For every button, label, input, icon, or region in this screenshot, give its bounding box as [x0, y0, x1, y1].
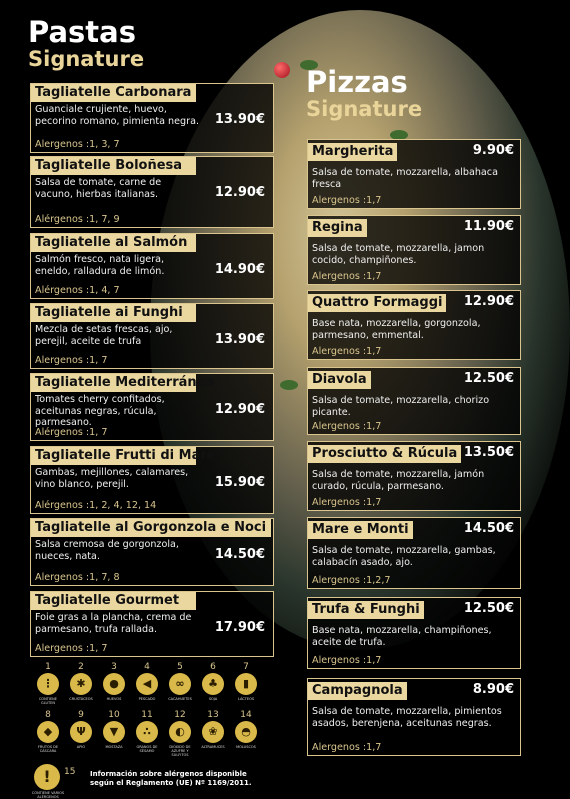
- allergen-label: PESCADO: [138, 697, 156, 701]
- dish-name: Diavola: [308, 371, 371, 389]
- pizza-card-regina[interactable]: [307, 215, 521, 285]
- nut-icon: ◆: [37, 721, 59, 743]
- dish-price: 12.90€: [214, 402, 265, 417]
- pizzas-title: [306, 65, 423, 121]
- dish-price: 11.90€: [463, 219, 514, 234]
- dish-allergens: Alergenos :1, 7, 8: [35, 572, 120, 583]
- dish-description: Base nata, mozzarella, gorgonzola, parmesano, emmental.: [312, 318, 481, 341]
- allergen-14: [232, 710, 260, 749]
- dish-name: Tagliatelle ai Funghi: [31, 304, 196, 322]
- dish-description: Salsa de tomate, mozzarella, gambas, calabacín asado, ajo.: [312, 545, 496, 568]
- dish-price: 9.90€: [472, 143, 514, 158]
- dish-price: 12.90€: [214, 185, 265, 200]
- dish-allergens: Alergenos :1,7: [312, 655, 382, 666]
- pasta-card-bolonesa[interactable]: [30, 156, 274, 228]
- dish-description: Salsa cremosa de gorgonzola, nueces, nata.: [35, 539, 179, 562]
- pasta-card-mediterranea[interactable]: [30, 373, 274, 441]
- allergen-label: CRUSTÁCEOS: [69, 697, 93, 701]
- pastas-title-line2: Signature: [28, 47, 145, 71]
- allergen-label: SOJA: [208, 697, 218, 701]
- allergen-label: DIÓXIDO DE AZUFRE Y SULFITOS: [169, 745, 191, 757]
- dish-allergens: Alergenos :1,7: [312, 742, 382, 753]
- allergen-number: 7: [243, 662, 249, 672]
- allergen-label: HUEVOS: [106, 697, 122, 701]
- allergen-8: [34, 710, 62, 753]
- allergen-number: 8: [45, 710, 51, 720]
- mustard-icon: ▼: [103, 721, 125, 743]
- dish-description: Salsa de tomate, mozzarella, jamón curado, rúcula, parmesano.: [312, 469, 485, 492]
- allergen-5: [166, 662, 194, 701]
- peanut-icon: ∞: [169, 673, 191, 695]
- pizza-card-margherita[interactable]: [307, 139, 521, 209]
- pasta-card-carbonara[interactable]: [30, 83, 274, 153]
- dish-price: 12.50€: [463, 371, 514, 386]
- allergen-label: MOLUSCOS: [236, 745, 256, 749]
- allergen-label: GRANOS DE SÉSAMO: [136, 745, 158, 753]
- dish-name: Tagliatelle Gourmet: [31, 592, 196, 610]
- allergen-12: [166, 710, 194, 757]
- dish-price: 12.90€: [463, 294, 514, 309]
- dish-description: Salsa de tomate, mozzarella, albahaca fresca: [312, 167, 498, 190]
- dish-price: 8.90€: [472, 682, 514, 697]
- allergen-label: LÁCTEOS: [237, 697, 255, 701]
- allergen-number: 10: [108, 710, 120, 720]
- dish-allergens: Alergenos :1,7: [312, 195, 382, 206]
- allergen-1: [34, 662, 62, 705]
- dish-name: Tagliatelle al Gorgonzola e Noci: [31, 519, 271, 537]
- dish-allergens: Alérgenos :1, 2, 4, 12, 14: [35, 500, 157, 511]
- dish-price: 14.50€: [214, 547, 265, 562]
- dish-price: 13.50€: [463, 445, 514, 460]
- dish-price: 12.50€: [463, 601, 514, 616]
- dish-price: 13.90€: [214, 332, 265, 347]
- allergen-number: 5: [177, 662, 183, 672]
- allergen-label: ALTRAMUCES: [201, 745, 225, 749]
- dish-description: Guanciale crujiente, huevo, pecorino romano, pimienta negra.: [35, 104, 200, 127]
- dish-name: Tagliatelle Mediterránea: [31, 374, 196, 392]
- dish-name: Quattro Formaggi: [308, 294, 446, 312]
- allergen-7: [232, 662, 260, 701]
- allergen-13: [199, 710, 227, 749]
- dish-name: Prosciutto & Rúcula: [308, 445, 461, 463]
- allergen-label: APIO: [76, 745, 86, 749]
- allergen-9: [67, 710, 95, 749]
- dish-description: Tomates cherry confitados, aceitunas negras, rúcula, parmesano.: [35, 394, 165, 428]
- dish-allergens: Alergenos :1, 7: [35, 643, 108, 654]
- dish-description: Foie gras a la plancha, crema de parmesano, trufa rallada.: [35, 612, 192, 635]
- allergen-number: 13: [207, 710, 219, 720]
- dish-allergens: Alergenos :1,7: [312, 497, 382, 508]
- pasta-card-frutti-di-mare[interactable]: [30, 446, 274, 514]
- dish-description: Gambas, mejillones, calamares, vino blanco, perejil.: [35, 467, 189, 490]
- milk-icon: ▮: [235, 673, 257, 695]
- herb-garnish: [280, 380, 298, 390]
- celery-icon: Ψ: [70, 721, 92, 743]
- allergen-label: CACAHUETES: [168, 697, 192, 701]
- dish-price: 15.90€: [214, 475, 265, 490]
- dish-allergens: Alergenos :1,7: [312, 271, 382, 282]
- allergen-15-label: CONTIENE VARIOS ALÉRGENOS: [31, 791, 65, 799]
- dish-price: 17.90€: [214, 620, 265, 635]
- dish-name: Campagnola: [308, 682, 407, 700]
- allergen-4: [133, 662, 161, 701]
- dish-description: Salsa de tomate, mozzarella, chorizo picante.: [312, 395, 490, 418]
- dish-name: Tagliatelle al Salmón: [31, 234, 196, 252]
- pasta-card-funghi[interactable]: [30, 303, 274, 369]
- dish-description: Salmón fresco, nata ligera, eneldo, ralladura de limón.: [35, 254, 165, 277]
- allergen-number: 3: [111, 662, 117, 672]
- dish-description: Mezcla de setas frescas, ajo, perejil, aceite de trufa: [35, 324, 173, 347]
- pizza-card-campagnola[interactable]: [307, 678, 521, 756]
- allergen-note-line2: según el Reglamento (UE) Nº 1169/2011.: [90, 779, 252, 787]
- dish-allergens: Alérgenos :1, 4, 7: [35, 285, 120, 296]
- dish-allergens: Alergenos :1,7: [312, 421, 382, 432]
- pizza-card-diavola[interactable]: [307, 367, 521, 435]
- fish-icon: ◀: [136, 673, 158, 695]
- dish-allergens: Alergenos :1,7: [312, 346, 382, 357]
- allergen-number: 11: [141, 710, 153, 720]
- allergen-6: [199, 662, 227, 701]
- soy-icon: ♣: [202, 673, 224, 695]
- dish-name: Trufa & Funghi: [308, 601, 424, 619]
- dish-description: Salsa de tomate, mozzarella, pimientos asados, berenjena, aceitunas negras.: [312, 706, 502, 729]
- dish-price: 14.90€: [214, 262, 265, 277]
- allergen-2: [67, 662, 95, 701]
- pizza-card-prosciutto-rucula[interactable]: [307, 441, 521, 511]
- dish-allergens: Alergenos :1, 3, 7: [35, 139, 120, 150]
- sesame-icon: ∴: [136, 721, 158, 743]
- dish-allergens: Alérgenos :1, 7, 9: [35, 214, 120, 225]
- allergen-10: [100, 710, 128, 749]
- allergen-number: 14: [240, 710, 252, 720]
- pasta-card-gorgonzola[interactable]: [30, 518, 274, 586]
- wheat-icon: ⋮: [37, 673, 59, 695]
- egg-icon: ●: [103, 673, 125, 695]
- pasta-card-gourmet[interactable]: [30, 591, 274, 657]
- allergen-number: 2: [78, 662, 84, 672]
- dish-name: Mare e Monti: [308, 521, 413, 539]
- dish-name: Tagliatelle Frutti di Mare: [31, 447, 196, 465]
- allergen-number: 12: [174, 710, 186, 720]
- allergen-15-number: 15: [64, 767, 76, 777]
- dish-description: Salsa de tomate, mozzarella, jamon cocido, champiñones.: [312, 243, 485, 266]
- pizza-card-trufa-funghi[interactable]: [307, 597, 521, 669]
- allergen-number: 1: [45, 662, 51, 672]
- pizza-card-mare-e-monti[interactable]: [307, 517, 521, 589]
- dish-price: 14.50€: [463, 521, 514, 536]
- allergen-label: CONTIENE GLUTEN: [38, 697, 58, 705]
- dish-allergens: Alergenos :1,2,7: [312, 575, 391, 586]
- pizza-card-quattro-formaggi[interactable]: [307, 290, 521, 360]
- pasta-card-salmon[interactable]: [30, 233, 274, 299]
- pizzas-title-line2: Signature: [306, 97, 423, 121]
- allergen-note-line1: Información sobre alérgenos disponible: [90, 770, 247, 778]
- dish-description: Salsa de tomate, carne de vacuno, hierbas italianas.: [35, 177, 162, 200]
- dish-price: 13.90€: [214, 112, 265, 127]
- dish-description: Base nata, mozzarella, champiñones, aceite de trufa.: [312, 625, 492, 648]
- pastas-title: [28, 15, 145, 71]
- red-berry: [274, 62, 290, 78]
- allergen-11: [133, 710, 161, 753]
- allergen-label: MOSTAZA: [105, 745, 123, 749]
- mollusc-icon: ◓: [235, 721, 257, 743]
- dish-name: Tagliatelle Boloñesa: [31, 157, 196, 175]
- crab-icon: ✱: [70, 673, 92, 695]
- allergen-3: [100, 662, 128, 701]
- pastas-title-line1: Pastas: [28, 15, 136, 49]
- allergen-number: 6: [210, 662, 216, 672]
- pizzas-title-line1: Pizzas: [306, 65, 408, 99]
- sulphite-icon: ◐: [169, 721, 191, 743]
- dish-name: Margherita: [308, 143, 397, 161]
- allergen-number: 4: [144, 662, 150, 672]
- lupin-icon: ❀: [202, 721, 224, 743]
- dish-allergens: Alergenos :1, 7: [35, 355, 108, 366]
- allergen-label: FRUTOS DE CÁSCARA: [37, 745, 59, 753]
- allergen-regulation-note: [90, 770, 252, 788]
- allergen-number: 9: [78, 710, 84, 720]
- dish-allergens: Alérgenos :1, 7: [35, 427, 108, 438]
- dish-name: Tagliatelle Carbonara: [31, 84, 196, 102]
- exclamation-icon: !: [34, 764, 60, 790]
- dish-name: Regina: [308, 219, 367, 237]
